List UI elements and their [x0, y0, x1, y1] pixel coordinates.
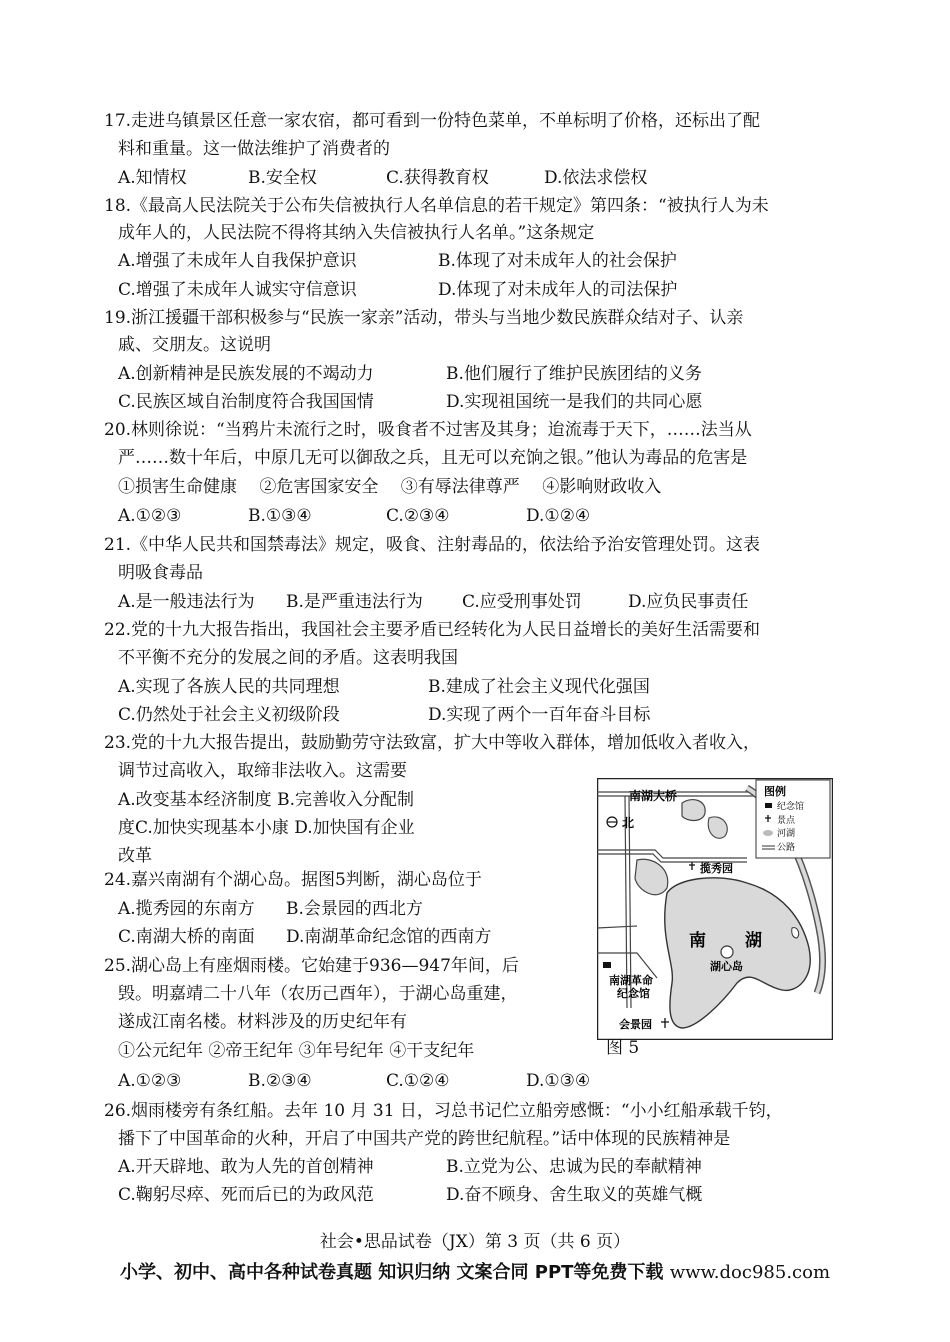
question-20-line-1: 20.林则徐说：“当鸦片未流行之时，吸食者不过害及其身；迨流毒于天下，……法当从 — [104, 420, 752, 440]
banner-text: 小学、初中、高中各种试卷真题 知识归纳 文案合同 PPT等免费下载 — [119, 1262, 664, 1283]
map-label-huijingyuan: 会景园 — [619, 1018, 652, 1031]
question-21-line-1: 21.《中华人民共和国禁毒法》规定，吸食、注射毒品的，依法给予治安管理处罚。这表 — [104, 535, 761, 555]
q20-option-d: D.①②④ — [526, 506, 591, 526]
question-23-options-line-3: 改革 — [118, 846, 152, 866]
q25-option-b: B.②③④ — [248, 1071, 312, 1091]
question-26-line-2: 播下了中国革命的火种，开启了中国共产党的跨世纪航程。”话中体现的民族精神是 — [118, 1129, 731, 1149]
q21-option-c: C.应受刑事处罚 — [462, 592, 582, 612]
q17-option-c: C.获得教育权 — [386, 168, 489, 188]
question-25-line-3: 遂成江南名楼。材料涉及的历史纪年有 — [118, 1012, 407, 1032]
banner-url[interactable]: www.doc985.com — [669, 1262, 831, 1283]
question-22-line-2: 不平衡不充分的发展之间的矛盾。这表明我国 — [118, 648, 458, 668]
map-small-lake — [682, 800, 705, 821]
q22-option-d: D.实现了两个一百年奋斗目标 — [428, 705, 651, 725]
question-23-options-line-1: A.改变基本经济制度 B.完善收入分配制 — [118, 790, 414, 810]
q21-option-d: D.应负民事责任 — [628, 592, 749, 612]
map-label-north: 北 — [622, 816, 635, 830]
q22-option-a: A.实现了各族人民的共同理想 — [118, 677, 340, 697]
map-label-lanxiuyuan: 揽秀园 — [700, 862, 733, 875]
lake-legend-icon — [763, 830, 773, 836]
question-21-line-2: 明吸食毒品 — [118, 563, 203, 583]
map-legend-scenic: 景点 — [777, 816, 796, 826]
question-17-line-1: 17.走进乌镇景区任意一家农宿，都可看到一份特色菜单，不单标明了价格，还标出了配 — [104, 111, 761, 131]
map-label-nan: 南 — [689, 931, 706, 951]
question-25-items: ①公元纪年 ②帝王纪年 ③年号纪年 ④干支纪年 — [118, 1041, 475, 1061]
nanhu-map-figure — [597, 778, 833, 1040]
q24-option-a: A.揽秀园的东南方 — [118, 899, 255, 919]
q17-option-a: A.知情权 — [118, 168, 187, 188]
map-label-memorial-2: 纪念馆 — [617, 987, 650, 1000]
q17-option-d: D.依法求偿权 — [544, 168, 648, 188]
q18-option-d: D.体现了对未成年人的司法保护 — [438, 280, 678, 300]
question-26-line-1: 26.烟雨楼旁有条红船。去年 10 月 31 日，习总书记伫立船旁感慨：“小小红船承载千钧， — [104, 1101, 783, 1121]
question-23-line-2: 调节过高收入，取缔非法收入。这需要 — [118, 761, 407, 781]
q18-option-b: B.体现了对未成年人的社会保护 — [438, 251, 677, 271]
q20-option-c: C.②③④ — [386, 506, 450, 526]
q21-option-b: B.是严重违法行为 — [286, 592, 423, 612]
question-25-line-1: 25.湖心岛上有座烟雨楼。它始建于936—947年间，后 — [104, 956, 519, 976]
map-legend-lake: 河湖 — [777, 829, 796, 839]
question-23-options-line-2: 度C.加快实现基本小康 D.加快国有企业 — [118, 818, 415, 838]
q22-option-b: B.建成了社会主义现代化强国 — [428, 677, 650, 697]
download-banner — [0, 1258, 950, 1284]
map-label-hu: 湖 — [745, 931, 762, 951]
q17-option-b: B.安全权 — [248, 168, 317, 188]
question-23-line-1: 23.党的十九大报告提出，鼓励勤劳守法致富，扩大中等收入群体，增加低收入者收入， — [104, 733, 761, 753]
page-footer: 社会•思品试卷（JX）第 3 页（共 6 页） — [319, 1232, 631, 1252]
q26-option-c: C.鞠躬尽瘁、死而后已的为政风范 — [118, 1185, 374, 1205]
q18-option-a: A.增强了未成年人自我保护意识 — [118, 251, 357, 271]
q20-option-b: B.①③④ — [248, 506, 312, 526]
q22-option-c: C.仍然处于社会主义初级阶段 — [118, 705, 340, 725]
question-24-line-1: 24.嘉兴南湖有个湖心岛。据图5判断，湖心岛位于 — [104, 870, 482, 890]
q19-option-a: A.创新精神是民族发展的不竭动力 — [118, 364, 374, 384]
map-label-memorial-1: 南湖革命 — [609, 974, 653, 987]
q25-option-a: A.①②③ — [118, 1071, 182, 1091]
q24-option-b: B.会景园的西北方 — [286, 899, 423, 919]
memorial-hall-icon — [603, 962, 611, 968]
question-25-line-2: 毁。明嘉靖二十八年（农历己酉年），于湖心岛重建， — [118, 984, 518, 1004]
q18-option-c: C.增强了未成年人诚实守信意识 — [118, 280, 357, 300]
map-caption: 图 5 — [606, 1038, 640, 1058]
question-22-line-1: 22.党的十九大报告指出，我国社会主要矛盾已经转化为人民日益增长的美好生活需要和 — [104, 620, 761, 640]
q19-option-d: D.实现祖国统一是我们的共同心愿 — [446, 392, 703, 412]
q21-option-a: A.是一般违法行为 — [118, 592, 255, 612]
question-17-line-2: 料和重量。这一做法维护了消费者的 — [118, 139, 390, 159]
q24-option-c: C.南湖大桥的南面 — [118, 927, 255, 947]
q26-option-a: A.开天辟地、敢为人先的首创精神 — [118, 1157, 374, 1177]
q24-option-d: D.南湖革命纪念馆的西南方 — [286, 927, 492, 947]
question-20-line-2: 严……数十年后，中原几无可以御敌之兵，且无可以充饷之银。”他认为毒品的危害是 — [118, 448, 748, 468]
q19-option-c: C.民族区域自治制度符合我国国情 — [118, 392, 374, 412]
q20-option-a: A.①②③ — [118, 506, 182, 526]
q19-option-b: B.他们履行了维护民族团结的义务 — [446, 364, 702, 384]
question-19-line-1: 19.浙江援疆干部积极参与“民族一家亲”活动，带头与当地少数民族群众结对子、认亲 — [104, 308, 744, 328]
map-label-huxindao: 湖心岛 — [710, 960, 743, 973]
question-18-line-1: 18.《最高人民法院关于公布失信被执行人名单信息的若干规定》第四条：“被执行人为未 — [104, 196, 769, 216]
q26-option-d: D.奋不顾身、舍生取义的英雄气概 — [446, 1185, 703, 1205]
map-legend-memorial: 纪念馆 — [777, 802, 805, 812]
memorial-icon — [765, 803, 772, 808]
question-20-items: ①损害生命健康 ②危害国家安全 ③有辱法律尊严 ④影响财政收入 — [118, 477, 662, 497]
q25-option-d: D.①③④ — [526, 1071, 591, 1091]
map-label-nanhu-bridge: 南湖大桥 — [629, 789, 678, 803]
question-19-line-2: 戚、交朋友。这说明 — [118, 335, 271, 355]
map-legend-road: 公路 — [777, 843, 796, 853]
q26-option-b: B.立党为公、忠诚为民的奉献精神 — [446, 1157, 702, 1177]
q25-option-c: C.①②④ — [386, 1071, 450, 1091]
map-island-marker — [721, 946, 733, 958]
question-18-line-2: 成年人的，人民法院不得将其纳入失信被执行人名单。”这条规定 — [118, 223, 595, 243]
map-legend-title: 图例 — [764, 785, 786, 798]
map-islet — [792, 928, 799, 938]
